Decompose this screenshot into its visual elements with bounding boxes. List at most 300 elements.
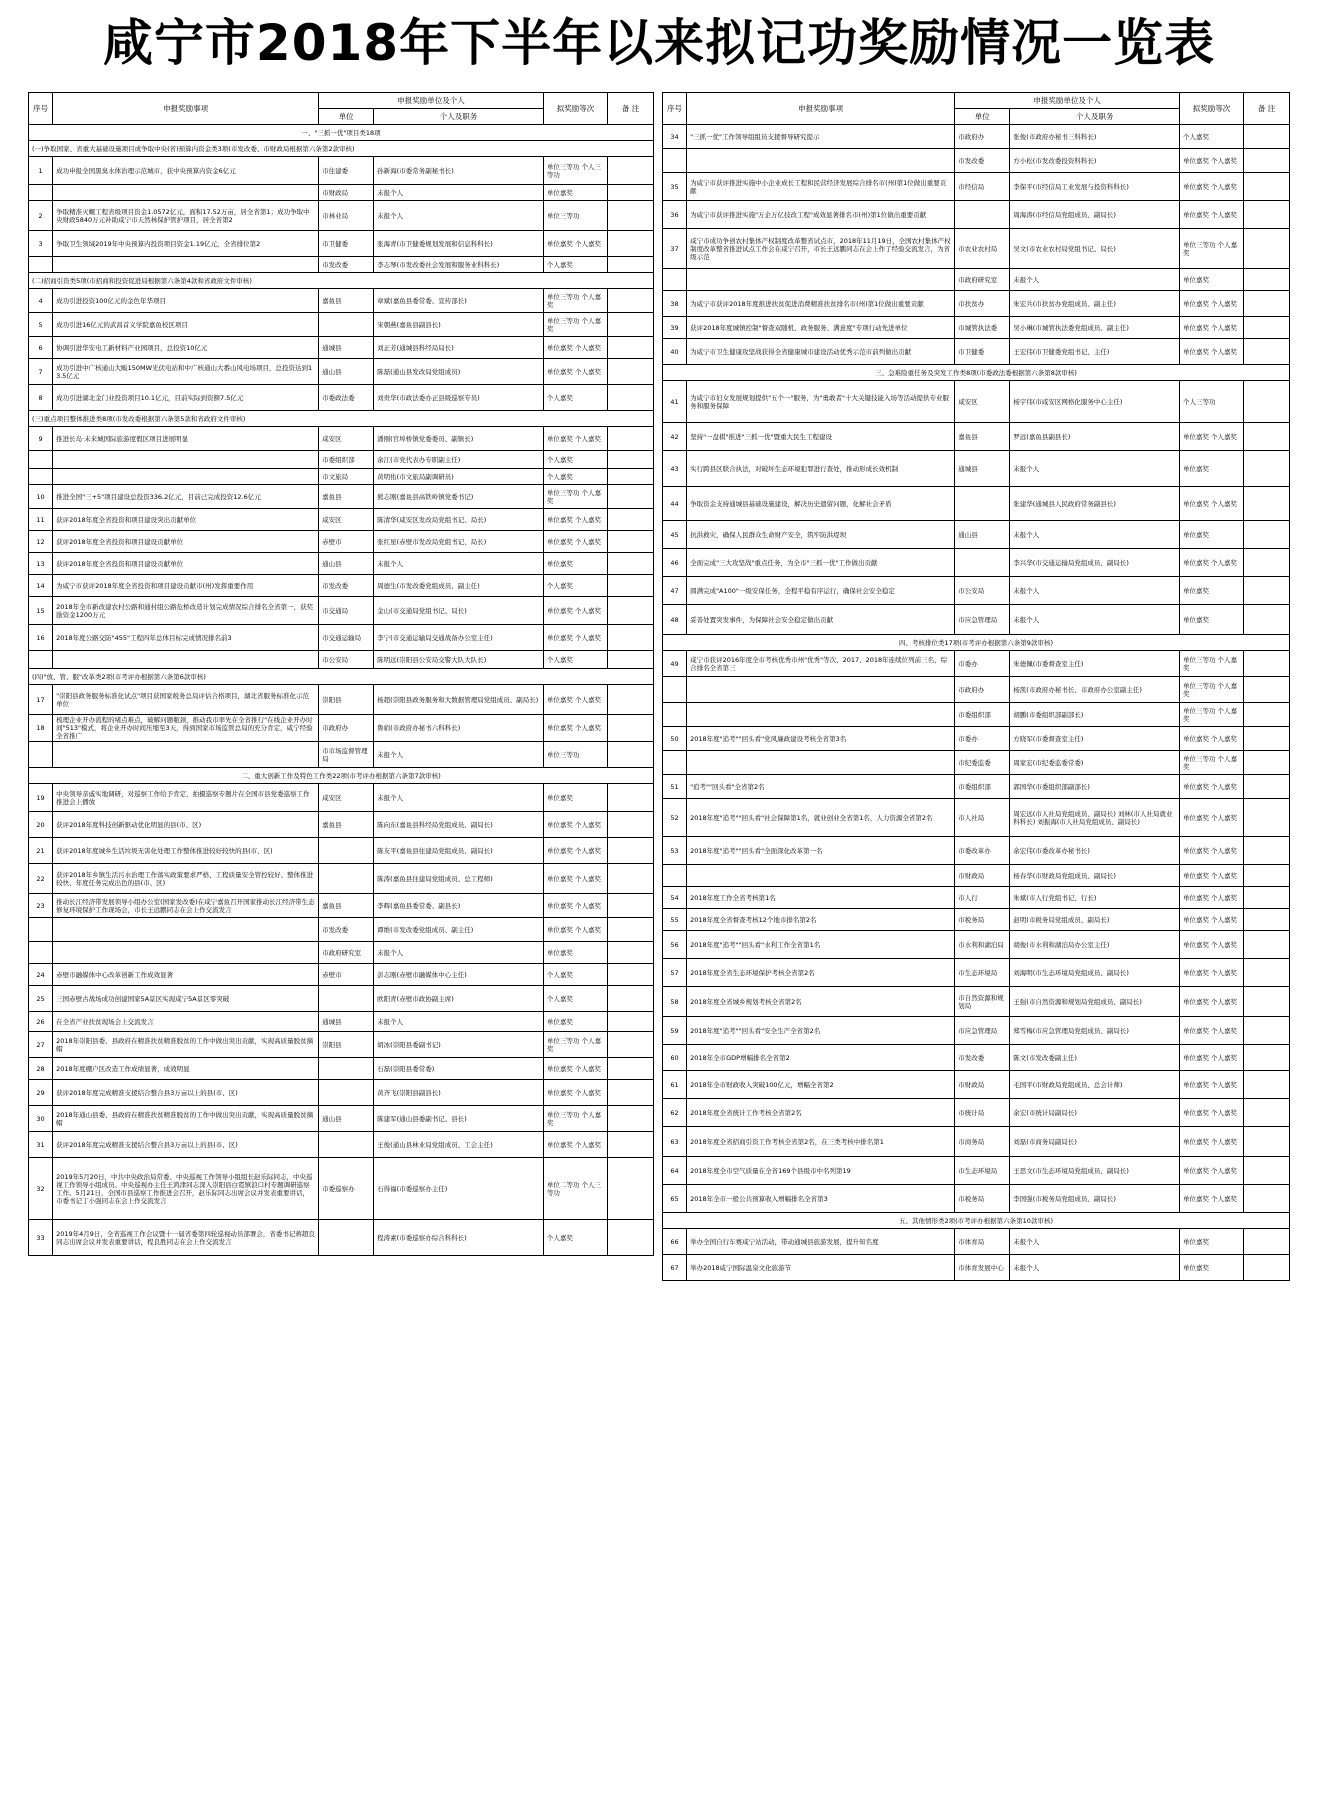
unit-cell xyxy=(319,986,374,1012)
seq-cell: 63 xyxy=(663,1127,687,1157)
matter-cell: 咸宁市获评2016年度全市考核优秀市州"优秀"等次、2017、2018年连续位列前三名，综合排名全省第三 xyxy=(687,651,955,677)
matter-cell: 圆满完成"A100"一级安保任务，全程平稳有序运行，确保社会安全稳定 xyxy=(687,577,955,605)
grade-cell: 个人嘉奖 xyxy=(543,986,607,1012)
matter-cell: 2018年度全省城乡规划考核全省第2名 xyxy=(687,987,955,1017)
grade-cell: 单位嘉奖 个人嘉奖 xyxy=(543,864,607,894)
seq-cell: 2 xyxy=(29,201,53,231)
seq-cell: 29 xyxy=(29,1080,53,1106)
grade-cell: 单位嘉奖 个人嘉奖 xyxy=(1179,1017,1243,1045)
person-cell: 李志琴(市发改委社会发展和服务业科科长) xyxy=(374,257,544,273)
seq-cell: 47 xyxy=(663,577,687,605)
matter-cell xyxy=(53,451,319,469)
remark-cell xyxy=(608,231,654,257)
unit-cell: 通城县 xyxy=(319,337,374,359)
person-cell: 胡俊(市水利和湖泊局办公室主任) xyxy=(1010,931,1180,959)
section-row xyxy=(663,635,1290,651)
person-cell: 刘正芳(通城县科经局局长) xyxy=(374,337,544,359)
unit-cell: 市公安局 xyxy=(955,577,1010,605)
grade-cell: 单位嘉奖 个人嘉奖 xyxy=(1179,173,1243,201)
seq-cell: 66 xyxy=(663,1229,687,1255)
matter-cell: 梳理企业开办流程的堵点难点，破解问题瓶颈，推动我市率先在全省推行"在线企业开办时间"513"模式，将企业开办时间压缩至3天，得到国家市场监管总局的充分肯定，咸宁经验全省推广 xyxy=(53,715,319,742)
seq-cell: 24 xyxy=(29,964,53,986)
unit-cell: 市发改委 xyxy=(319,257,374,273)
matter-cell: 实行跨县区联合执法，对破坏生态环境犯罪进行查处，推动形成长效机制 xyxy=(687,451,955,487)
seq-cell: 4 xyxy=(29,289,53,313)
person-cell: 刘海明(市生态环境局党组成员、副局长) xyxy=(1010,959,1180,987)
grade-cell: 个人嘉奖 xyxy=(543,964,607,986)
matter-cell: 2018年全市新改建农村公路和通村组公路危桥改造计划完成情况综合排名全省第一，获奖励资金1200万元 xyxy=(53,597,319,625)
remark-cell xyxy=(608,942,654,964)
grade-cell: 单位三等功 xyxy=(543,201,607,231)
table-row xyxy=(663,423,1290,451)
seq-cell: 46 xyxy=(663,549,687,577)
matter-cell: 推进长岛·未来城国际旅游度假区项目进展明显 xyxy=(53,427,319,451)
matter-cell: 妥善处置突发事件，为保障社会安全稳定做出贡献 xyxy=(687,605,955,635)
table-row xyxy=(663,727,1290,751)
table-row xyxy=(29,918,654,942)
section-title: 一、"三抓一优"项目类18项 xyxy=(29,125,654,141)
seq-cell: 1 xyxy=(29,157,53,185)
person-cell: 王宏伟(市卫健委党组书记、主任) xyxy=(1010,339,1180,365)
matter-cell: 全面完成"三大攻坚战"重点任务，为全市"三抓一优"工作做出贡献 xyxy=(687,549,955,577)
unit-cell xyxy=(319,1080,374,1106)
matter-cell: 2018年全市一般公共预算收入增幅排名全省第3 xyxy=(687,1185,955,1213)
grade-cell: 单位嘉奖 个人嘉奖 xyxy=(543,625,607,651)
grade-cell: 单位嘉奖 个人嘉奖 xyxy=(1179,987,1243,1017)
unit-cell: 嘉鱼县 xyxy=(319,485,374,509)
person-cell: 刘磊(市商务局副局长) xyxy=(1010,1127,1180,1157)
person-cell: 未报个人 xyxy=(1010,1229,1180,1255)
grade-cell: 单位嘉奖 xyxy=(1179,605,1243,635)
unit-cell: 市自然资源和规划局 xyxy=(955,987,1010,1017)
table-row xyxy=(663,451,1290,487)
matter-cell: 获评2018年度全省投资和项目建设贡献单位 xyxy=(53,553,319,575)
matter-cell: 2018年崇阳县委、县政府在精准扶贫精准脱贫的工作中做出突出贡献，实现高质量脱贫摘帽 xyxy=(53,1032,319,1058)
matter-cell: 成功引进湖北金门业投资项目10.1亿元，目前实际到资额7.5亿元 xyxy=(53,385,319,411)
unit-cell: 市委组织部 xyxy=(319,451,374,469)
grade-cell: 个人嘉奖 xyxy=(543,651,607,669)
header-matter: 申报奖励事项 xyxy=(687,93,955,125)
seq-cell: 56 xyxy=(663,931,687,959)
grade-cell: 单位嘉奖 xyxy=(1179,577,1243,605)
unit-cell: 通山县 xyxy=(319,359,374,385)
table-row xyxy=(663,751,1290,775)
remark-cell xyxy=(608,964,654,986)
unit-cell: 咸安区 xyxy=(319,427,374,451)
seq-cell: 53 xyxy=(663,837,687,865)
table-row xyxy=(29,157,654,185)
unit-cell: 市委巡察办 xyxy=(319,1158,374,1220)
grade-cell: 单位嘉奖 xyxy=(543,942,607,964)
unit-cell: 咸安区 xyxy=(319,509,374,531)
header-person: 个人及职务 xyxy=(1010,109,1180,125)
seq-cell: 48 xyxy=(663,605,687,635)
person-cell: 胡鹏(市委组织部副部长) xyxy=(1010,703,1180,727)
matter-cell xyxy=(687,677,955,703)
remark-cell xyxy=(608,625,654,651)
remark-cell xyxy=(608,1080,654,1106)
subsection-row xyxy=(29,141,654,157)
seq-cell: 25 xyxy=(29,986,53,1012)
seq-cell: 22 xyxy=(29,864,53,894)
grade-cell: 单位嘉奖 个人嘉奖 xyxy=(1179,339,1243,365)
remark-cell xyxy=(1244,605,1290,635)
matter-cell: 成功申报全国黑臭水体治理示范城市，获中央预算内资金6亿元 xyxy=(53,157,319,185)
remark-cell xyxy=(608,469,654,485)
grade-cell: 单位嘉奖 个人嘉奖 xyxy=(1179,727,1243,751)
table-row xyxy=(663,931,1290,959)
table-row xyxy=(663,201,1290,229)
table-row xyxy=(29,784,654,812)
remark-cell xyxy=(608,864,654,894)
grade-cell: 单位嘉奖 xyxy=(543,185,607,201)
remark-cell xyxy=(608,1032,654,1058)
seq-cell: 58 xyxy=(663,987,687,1017)
seq-cell: 50 xyxy=(663,727,687,751)
table-row xyxy=(29,625,654,651)
table-row xyxy=(663,521,1290,549)
seq-cell xyxy=(29,918,53,942)
unit-cell: 市政府办 xyxy=(319,715,374,742)
table-row xyxy=(29,894,654,918)
grade-cell: 个人嘉奖 xyxy=(543,257,607,273)
person-cell: 未报个人 xyxy=(1010,605,1180,635)
grade-cell: 单位嘉奖 xyxy=(1179,521,1243,549)
subsection-title: (一)争取国家、省重大基础设施项目或争取中央(省)预算内资金类3项(市发改委、市财政局根据第六条第2款审核) xyxy=(29,141,654,157)
seq-cell: 42 xyxy=(663,423,687,451)
person-cell: 石得福(市委巡察办主任) xyxy=(374,1158,544,1220)
matter-cell: 2018年度"追考""回头看"党风廉政建设考核全省第3名 xyxy=(687,727,955,751)
person-cell: 黄齐飞(崇阳县副县长) xyxy=(374,1080,544,1106)
table-row xyxy=(663,887,1290,909)
person-cell: 周家宏(市纪委监委常委) xyxy=(1010,751,1180,775)
remark-cell xyxy=(1244,909,1290,931)
matter-cell: 2018年全市GDP增幅排名全省第2 xyxy=(687,1045,955,1071)
matter-cell: 2018年通山县委、县政府在精准扶贫精准脱贫的工作中做出突出贡献，实现高质量脱贫摘帽 xyxy=(53,1106,319,1132)
matter-cell xyxy=(53,185,319,201)
table-row xyxy=(663,799,1290,837)
table-row xyxy=(29,1220,654,1256)
grade-cell: 单位嘉奖 xyxy=(543,1012,607,1032)
remark-cell xyxy=(608,838,654,864)
remark-cell xyxy=(1244,549,1290,577)
unit-cell: 市委改革办 xyxy=(955,837,1010,865)
table-row xyxy=(29,313,654,337)
remark-cell xyxy=(1244,651,1290,677)
grade-cell: 单位嘉奖 个人嘉奖 xyxy=(543,531,607,553)
matter-cell: 赤壁市融媒体中心改革创新工作成效显著 xyxy=(53,964,319,986)
grade-cell: 单位三等功 个人三等功 xyxy=(543,157,607,185)
table-row xyxy=(29,1012,654,1032)
matter-cell: 2018年度全省督查考核12个地市排名第2名 xyxy=(687,909,955,931)
remark-cell xyxy=(608,385,654,411)
seq-cell xyxy=(663,677,687,703)
person-cell: 胡冰(崇阳县委副书记) xyxy=(374,1032,544,1058)
person-cell: 杨宇伟(市咸安区网格化服务中心主任) xyxy=(1010,381,1180,423)
table-row xyxy=(663,291,1290,317)
left-table xyxy=(28,92,654,1256)
person-cell: 黄明佑(市文旅局副调研员) xyxy=(374,469,544,485)
unit-cell xyxy=(955,549,1010,577)
seq-cell: 32 xyxy=(29,1158,53,1220)
matter-cell: 2018年度"追考""回头看"全面深化改革第一名 xyxy=(687,837,955,865)
table-row xyxy=(663,909,1290,931)
person-cell: 未报个人 xyxy=(374,553,544,575)
remark-cell xyxy=(608,1012,654,1032)
unit-cell xyxy=(955,201,1010,229)
remark-cell xyxy=(1244,291,1290,317)
matter-cell: 获评2018年度完成精准支援结合整合县3万亩以上的县(市、区) xyxy=(53,1132,319,1158)
person-cell: 毛国平(市财政局党组成员、总会计师) xyxy=(1010,1071,1180,1099)
remark-cell xyxy=(608,451,654,469)
person-cell: 鲁娟(市政府办秘书六科科长) xyxy=(374,715,544,742)
page-title: 咸宁市2018年下半年以来拟记功奖励情况一览表 xyxy=(102,14,1216,72)
matter-cell: 获评2018年乡镇生活污水治理工作落实政策要求严格、工程质量安全管控较好、整体推进较快、年度任务完成出色的县(市、区) xyxy=(53,864,319,894)
grade-cell: 单位三等功 个人嘉奖 xyxy=(1179,703,1243,727)
person-cell: 吴文(市农业农村局党组书记、局长) xyxy=(1010,229,1180,269)
grade-cell: 单位嘉奖 个人嘉奖 xyxy=(1179,1071,1243,1099)
remark-cell xyxy=(1244,751,1290,775)
grade-cell: 单位嘉奖 个人嘉奖 xyxy=(1179,1127,1243,1157)
grade-cell: 单位嘉奖 个人嘉奖 xyxy=(1179,909,1243,931)
grade-cell: 单位嘉奖 个人嘉奖 xyxy=(1179,799,1243,837)
seq-cell: 27 xyxy=(29,1032,53,1058)
remark-cell xyxy=(608,651,654,669)
matter-cell: 为咸宁市获评2018年度全省投资和项目建设贡献市(州)发挥重要作用 xyxy=(53,575,319,597)
header-grade: 拟奖励等次 xyxy=(1179,93,1243,125)
person-cell: 未报个人 xyxy=(374,185,544,201)
seq-cell xyxy=(29,185,53,201)
grade-cell: 单位嘉奖 个人嘉奖 xyxy=(1179,1099,1243,1127)
seq-cell: 39 xyxy=(663,317,687,339)
unit-cell: 市住建委 xyxy=(319,157,374,185)
unit-cell: 市发改委 xyxy=(955,1045,1010,1071)
grade-cell: 单位嘉奖 xyxy=(543,784,607,812)
unit-cell: 市发改委 xyxy=(319,918,374,942)
remark-cell xyxy=(1244,577,1290,605)
person-cell: 朱宏兵(市扶贫办党组成员、副主任) xyxy=(1010,291,1180,317)
unit-cell: 嘉鱼县 xyxy=(319,812,374,838)
matter-cell: 举办2018咸宁国际温泉文化旅游节 xyxy=(687,1255,955,1281)
table-row xyxy=(663,1017,1290,1045)
person-cell: 彭志刚(赤壁市融媒体中心主任) xyxy=(374,964,544,986)
matter-cell: 2018年全市财政收入突破100亿元，增幅全省第2 xyxy=(687,1071,955,1099)
header-applicant: 申报奖励单位及个人 xyxy=(319,93,544,109)
table-row xyxy=(663,1157,1290,1185)
unit-cell xyxy=(319,1132,374,1158)
matter-cell: 2018年度"追考""回头看"水利工作全省第1名 xyxy=(687,931,955,959)
seq-cell: 60 xyxy=(663,1045,687,1071)
table-row xyxy=(29,427,654,451)
seq-cell: 10 xyxy=(29,485,53,509)
remark-cell xyxy=(608,1058,654,1080)
matter-cell: 获评2018年度科技创新驱动优化明显的县(市、区) xyxy=(53,812,319,838)
remark-cell xyxy=(608,715,654,742)
grade-cell: 单位三等功 个人嘉奖 xyxy=(1179,229,1243,269)
person-cell: 未报个人 xyxy=(374,201,544,231)
matter-cell: 为咸宁市获评推进实施"万企万亿技改工程"成效显著排名市(州)第1位做出重要贡献 xyxy=(687,201,955,229)
person-cell: 余宏伟(市委改革办秘书长) xyxy=(1010,837,1180,865)
matter-cell: "崇阳县政务服务标准化试点"项目获国家税务总局评估合格项目，湖北省服务标准化示范单位 xyxy=(53,685,319,715)
grade-cell: 单位嘉奖 个人嘉奖 xyxy=(543,1058,607,1080)
unit-cell: 市生态环境局 xyxy=(955,959,1010,987)
seq-cell: 61 xyxy=(663,1071,687,1099)
unit-cell: 赤壁市 xyxy=(319,531,374,553)
grade-cell: 单位嘉奖 个人嘉奖 xyxy=(1179,1045,1243,1071)
subsection-row xyxy=(29,411,654,427)
unit-cell: 市财政局 xyxy=(955,865,1010,887)
person-cell: 未报个人 xyxy=(374,784,544,812)
subsection-title: (三)重点项目整体推进类8项(市发改委根据第六条第5款和省政府文件审核) xyxy=(29,411,654,427)
table-row xyxy=(29,838,654,864)
grade-cell: 单位嘉奖 xyxy=(1179,1229,1243,1255)
person-cell: 李宁(市交通运输局交通战备办公室主任) xyxy=(374,625,544,651)
matter-cell: 2018年度全省招商引资工作考核全省第2名，在三类考核中排名第1 xyxy=(687,1127,955,1157)
person-cell: 未报个人 xyxy=(1010,521,1180,549)
table-row xyxy=(29,469,654,485)
unit-cell: 嘉鱼县 xyxy=(955,423,1010,451)
matter-cell: 中央领导亲戚实地调研，对巡察工作给予肯定，拍摄巡察专题片在全国市县党委巡察工作推进会上播放 xyxy=(53,784,319,812)
person-cell: 未报个人 xyxy=(374,742,544,768)
matter-cell xyxy=(687,751,955,775)
person-cell: 杨凯(市政府办秘书长、市政府办公室副主任) xyxy=(1010,677,1180,703)
table-row xyxy=(663,1185,1290,1213)
person-cell: 李国强(市税务局党组成员、副局长) xyxy=(1010,1185,1180,1213)
person-cell: 王思文(市生态环境局党组成员、副局长) xyxy=(1010,1157,1180,1185)
person-cell: 未报个人 xyxy=(1010,577,1180,605)
person-cell: 朱德佩(市委督查室主任) xyxy=(1010,651,1180,677)
seq-cell: 34 xyxy=(663,125,687,149)
matter-cell: 2018年度"追考""回头看"安全生产全省第2名 xyxy=(687,1017,955,1045)
matter-cell xyxy=(687,865,955,887)
table-row xyxy=(29,257,654,273)
seq-cell xyxy=(29,451,53,469)
grade-cell: 单位嘉奖 个人嘉奖 xyxy=(1179,865,1243,887)
grade-cell: 单位嘉奖 个人嘉奖 xyxy=(543,359,607,385)
seq-cell xyxy=(663,751,687,775)
table-row xyxy=(663,703,1290,727)
unit-cell: 市委组织部 xyxy=(955,703,1010,727)
remark-cell xyxy=(1244,149,1290,173)
seq-cell: 51 xyxy=(663,775,687,799)
unit-cell: 市应急管理局 xyxy=(955,605,1010,635)
table-row xyxy=(663,1071,1290,1099)
table-row xyxy=(663,229,1290,269)
remark-cell xyxy=(1244,865,1290,887)
seq-cell xyxy=(29,742,53,768)
seq-cell: 12 xyxy=(29,531,53,553)
grade-cell: 单位嘉奖 个人嘉奖 xyxy=(543,337,607,359)
table-row xyxy=(663,1045,1290,1071)
remark-cell xyxy=(608,894,654,918)
person-cell: 章斌(嘉鱼县委常委、宣传部长) xyxy=(374,289,544,313)
unit-cell xyxy=(319,864,374,894)
matter-cell: 咸宁市成功争创农村集体产权制度改革整省试点市，2018年11月19日，全国农村集体产权制度改革整省推进试点工作会在咸宁召开，市长王远鹏同志在会上作了经验交流发言，为省级示范 xyxy=(687,229,955,269)
unit-cell: 通城县 xyxy=(319,1012,374,1032)
remark-cell xyxy=(608,784,654,812)
table-row xyxy=(29,201,654,231)
remark-cell xyxy=(1244,487,1290,521)
table-row xyxy=(663,125,1290,149)
unit-cell: 市委政法委 xyxy=(319,385,374,411)
table-row xyxy=(29,451,654,469)
unit-cell: 市农业农村局 xyxy=(955,229,1010,269)
person-cell: 杨春华(市财政局党组成员、副局长) xyxy=(1010,865,1180,887)
matter-cell: 为咸宁市获评2018年度推进扶贫促进消费精准扶贫排名市(州)第1位做出重要贡献 xyxy=(687,291,955,317)
matter-cell: 协调引进华安电工新材料产业园项目，总投资10亿元 xyxy=(53,337,319,359)
section-title: 四、考核排位类17项(市考评办根据第六条第9款审核) xyxy=(663,635,1290,651)
person-cell: 朱斌(市人行党组书记、行长) xyxy=(1010,887,1180,909)
grade-cell: 个人嘉奖 xyxy=(543,469,607,485)
matter-cell: 抗洪救灾，确保人民群众生命财产安全，筑牢防洪堤坝 xyxy=(687,521,955,549)
person-cell: 石磊(崇阳县委常委) xyxy=(374,1058,544,1080)
unit-cell: 咸安区 xyxy=(955,381,1010,423)
table-row xyxy=(29,1106,654,1132)
unit-cell xyxy=(319,1220,374,1256)
person-cell: 赵明(市税务局党组成员、副局长) xyxy=(1010,909,1180,931)
section-title: 五、其他情形类2项(市考评办根据第六条第10款审核) xyxy=(663,1213,1290,1229)
person-cell: 陈友平(嘉鱼县住建局党组成员、副局长) xyxy=(374,838,544,864)
person-cell: 未报个人 xyxy=(1010,269,1180,291)
remark-cell xyxy=(1244,423,1290,451)
remark-cell xyxy=(608,1132,654,1158)
matter-cell: 推动长江经济带发展领导小组办公室(国家发改委)在咸宁嘉鱼召开国家推动长江经济带生态修复环境保护工作现场会，市长王远鹏同志在会上作交流发言 xyxy=(53,894,319,918)
grade-cell: 个人嘉奖 xyxy=(543,1220,607,1256)
seq-cell xyxy=(29,942,53,964)
remark-cell xyxy=(608,257,654,273)
unit-cell: 市委办 xyxy=(955,727,1010,751)
matter-cell: 2018年度棚户区改造工作成绩显著，成效明显 xyxy=(53,1058,319,1080)
seq-cell: 3 xyxy=(29,231,53,257)
section-row xyxy=(29,125,654,141)
unit-cell: 市政府办 xyxy=(955,125,1010,149)
unit-cell xyxy=(319,838,374,864)
unit-cell: 市委办 xyxy=(955,651,1010,677)
grade-cell: 个人嘉奖 xyxy=(1179,125,1243,149)
remark-cell xyxy=(1244,1229,1290,1255)
matter-cell xyxy=(53,942,319,964)
header-person: 个人及职务 xyxy=(374,109,544,125)
seq-cell: 20 xyxy=(29,812,53,838)
matter-cell: 2018年度"追考""回头看"社会保障第1名，就业创业全省第1名，人力资源全省第2名 xyxy=(687,799,955,837)
subsection-row xyxy=(29,273,654,289)
seq-cell: 17 xyxy=(29,685,53,715)
grade-cell: 单位三等功 个人嘉奖 xyxy=(543,1106,607,1132)
seq-cell: 31 xyxy=(29,1132,53,1158)
matter-cell: 成功引进16亿元的武昌首义学院嘉鱼校区项目 xyxy=(53,313,319,337)
unit-cell: 市文旅局 xyxy=(319,469,374,485)
grade-cell: 单位嘉奖 个人嘉奖 xyxy=(543,918,607,942)
header-grade: 拟奖励等次 xyxy=(543,93,607,125)
person-cell: 金山(市交通局党组书记、局长) xyxy=(374,597,544,625)
remark-cell xyxy=(1244,451,1290,487)
unit-cell: 市交通局 xyxy=(319,597,374,625)
person-cell: 周宏远(市人社局党组成员、副局长) 刘林(市人社局就业科科长) 刘振海(市人社局党组成员、副局长) xyxy=(1010,799,1180,837)
remark-cell xyxy=(608,597,654,625)
unit-cell: 市人行 xyxy=(955,887,1010,909)
unit-cell: 市城管执法委 xyxy=(955,317,1010,339)
table-row xyxy=(29,964,654,986)
remark-cell xyxy=(608,553,654,575)
remark-cell xyxy=(608,485,654,509)
person-cell: 陈磊(通山县发改局党组成员) xyxy=(374,359,544,385)
table-row xyxy=(663,775,1290,799)
unit-cell: 市政府研究室 xyxy=(319,942,374,964)
remark-cell xyxy=(1244,677,1290,703)
matter-cell: 2019年4月9日，全省巡视工作会议暨十一届省委第四轮巡视动员部署会，省委书记蒋超良同志出席会议并发表重要讲话，程良胜同志在会上作交流发言 xyxy=(53,1220,319,1256)
remark-cell xyxy=(1244,381,1290,423)
table-row xyxy=(663,173,1290,201)
